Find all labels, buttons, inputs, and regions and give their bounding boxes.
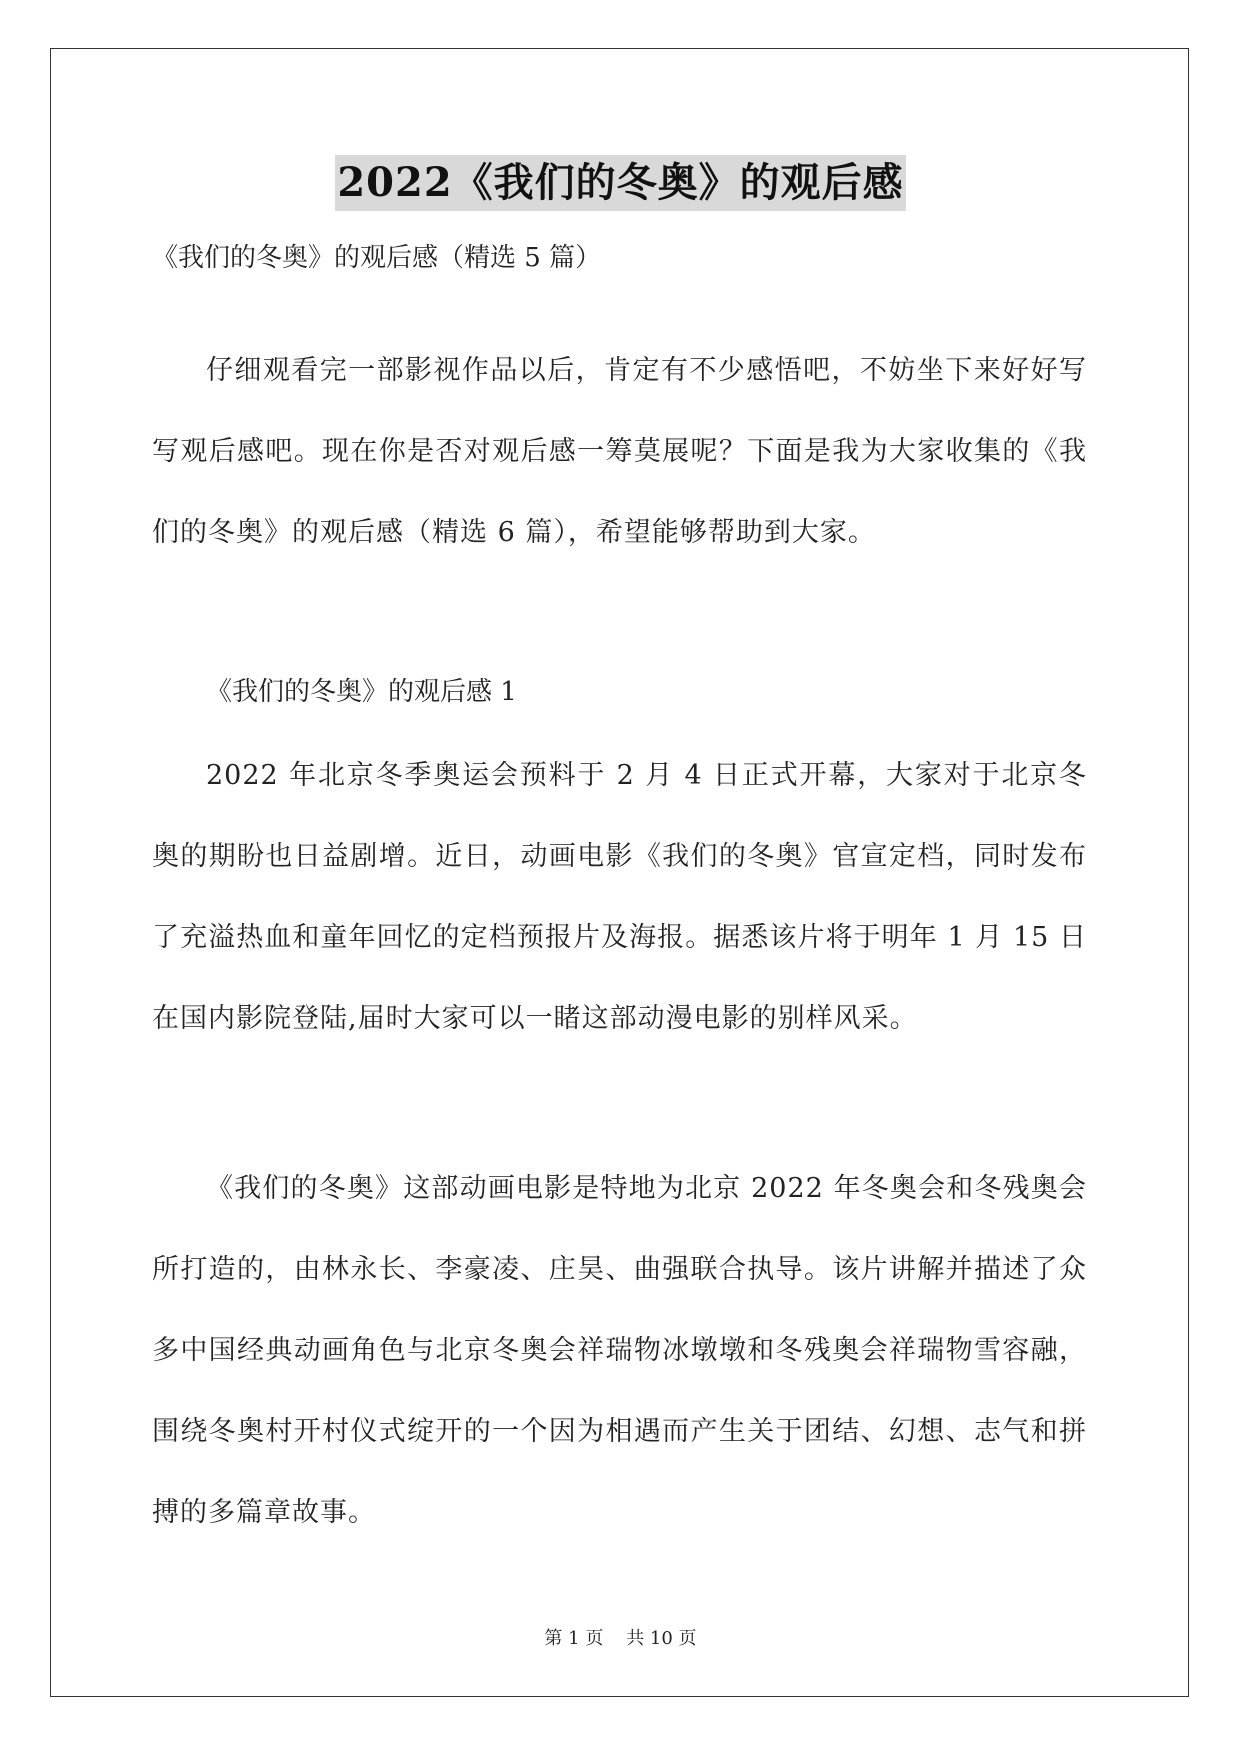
document-subtitle: 《我们的冬奥》的观后感（精选 5 篇） bbox=[152, 243, 602, 273]
page-footer: 第 1 页 共 10 页 bbox=[544, 1628, 697, 1649]
section-1-paragraph-2: 《我们的冬奥》这部动画电影是特地为北京 2022 年冬奥会和冬残奥会所打造的，由林永长、李豪凌、庄昊、曲强联合执导。该片讲解并描述了众多中国经典动画角色与北京冬奥会祥瑞物冰墩墩和冬残奥会祥瑞物雪容融，围绕冬奥村开村仪式绽开的一个因为相遇而产生关于团结、幻想、志气和拼搏的多篇章故事。 bbox=[152, 1173, 1087, 1528]
document-title: 2022《我们的冬奥》的观后感 bbox=[335, 155, 905, 211]
intro-paragraph: 仔细观看完一部影视作品以后，肯定有不少感悟吧，不妨坐下来好好写写观后感吧。现在你是否对观后感一筹莫展呢？下面是我为大家收集的《我们的冬奥》的观后感（精选 6 篇），希望能够帮助到大家。 bbox=[152, 355, 1087, 548]
section-1-paragraph-1: 2022 年北京冬季奥运会预料于 2 月 4 日正式开幕，大家对于北京冬奥的期盼也日益剧增。近日，动画电影《我们的冬奥》官宣定档，同时发布了充溢热血和童年回忆的定档预报片及海报。据悉该片将于明年 1 月 15 日在国内影院登陆,届时大家可以一睹这部动漫电影的别样风采。 bbox=[152, 760, 1087, 1034]
section-heading-1: 《我们的冬奥》的观后感 1 bbox=[206, 677, 517, 707]
title-container bbox=[0, 155, 1241, 211]
